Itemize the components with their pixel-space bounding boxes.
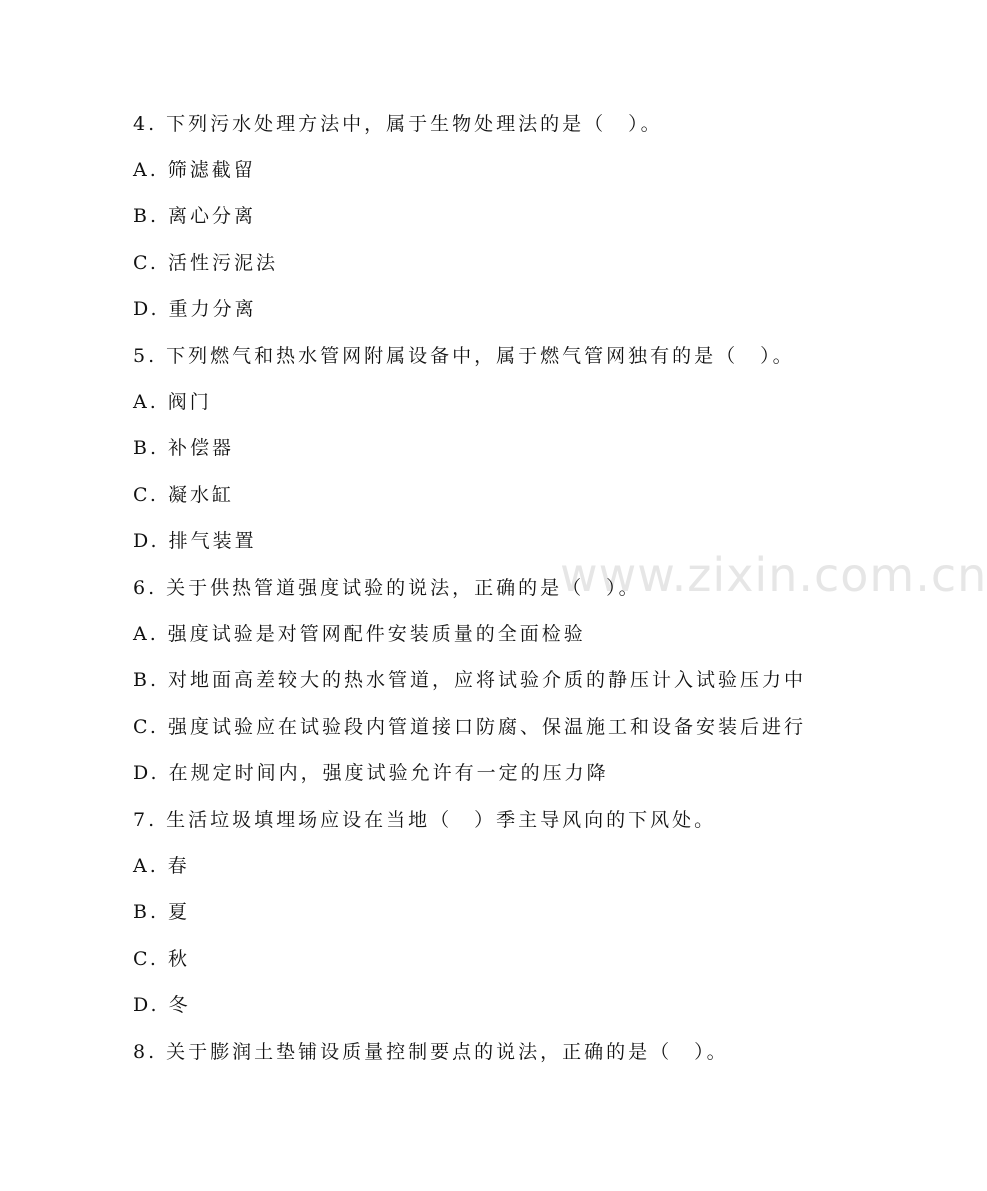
question-4-option-d: D. 重力分离	[133, 298, 257, 320]
question-4-option-a: A. 筛滤截留	[133, 159, 256, 181]
question-5: 5. 下列燃气和热水管网附属设备中，属于燃气管网独有的是（ ）。	[133, 345, 795, 367]
question-4-option-b: B. 离心分离	[133, 205, 257, 227]
question-5-option-a: A. 阀门	[133, 391, 212, 413]
question-5-option-b: B. 补偿器	[133, 437, 235, 459]
watermark: www.zixin.com.cn	[560, 548, 987, 602]
question-6-option-d: D. 在规定时间内，强度试验允许有一定的压力降	[133, 762, 609, 784]
question-4-option-c: C. 活性污泥法	[133, 252, 278, 274]
question-8: 8. 关于膨润土垫铺设质量控制要点的说法，正确的是（ ）。	[133, 1041, 729, 1063]
question-7: 7. 生活垃圾填埋场应设在当地（ ）季主导风向的下风处。	[133, 809, 717, 831]
question-6-option-a: A. 强度试验是对管网配件安装质量的全面检验	[133, 623, 586, 645]
question-6: 6. 关于供热管道强度试验的说法，正确的是（ ）。	[133, 577, 641, 599]
question-7-option-a: A. 春	[133, 855, 190, 877]
question-7-option-d: D. 冬	[133, 994, 191, 1016]
question-6-option-b: B. 对地面高差较大的热水管道，应将试验介质的静压计入试验压力中	[133, 669, 807, 691]
question-7-option-c: C. 秋	[133, 948, 190, 970]
question-4: 4. 下列污水处理方法中，属于生物处理法的是（ ）。	[133, 113, 663, 135]
question-6-option-c: C. 强度试验应在试验段内管道接口防腐、保温施工和设备安装后进行	[133, 716, 806, 738]
question-7-option-b: B. 夏	[133, 901, 191, 923]
question-5-option-d: D. 排气装置	[133, 530, 257, 552]
question-5-option-c: C. 凝水缸	[133, 484, 234, 506]
